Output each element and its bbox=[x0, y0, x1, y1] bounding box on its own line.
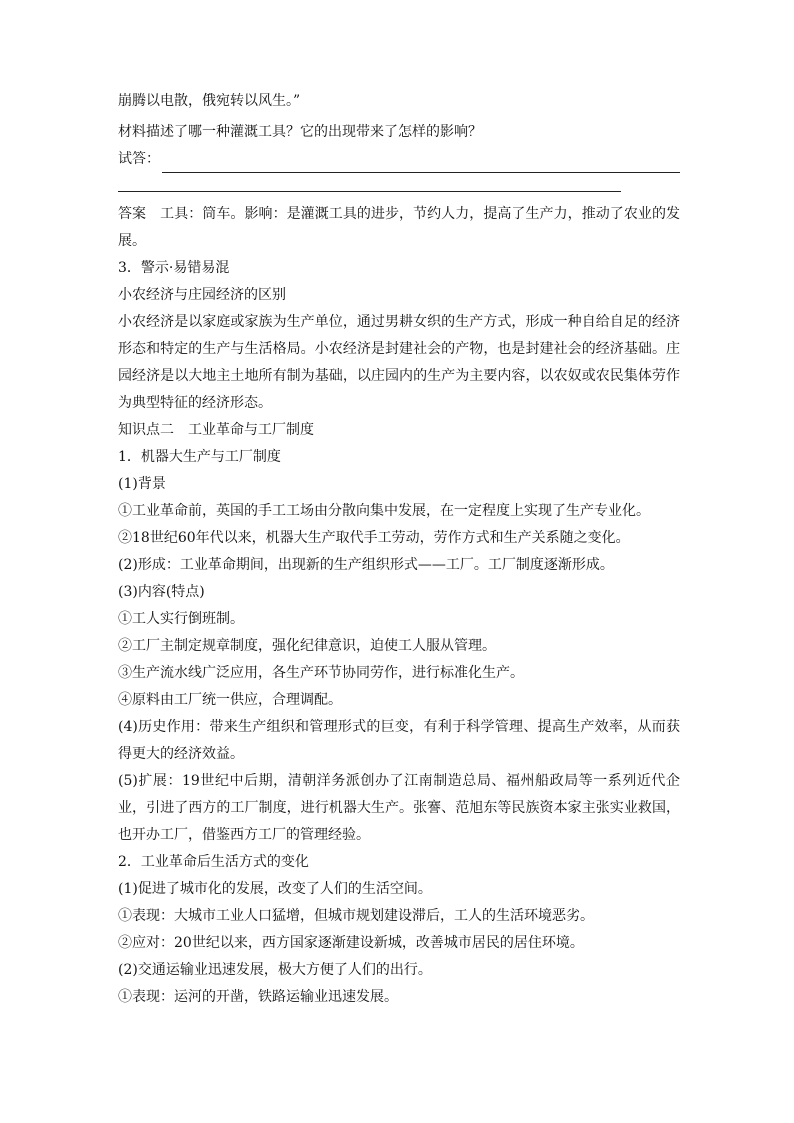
document-page bbox=[118, 88, 680, 1011]
section3-heading: 3．警示·易错易混 bbox=[118, 260, 230, 276]
section3-subheading: 小农经济与庄园经济的区别 bbox=[118, 287, 286, 303]
part2-heading: 2．工业革命后生活方式的变化 bbox=[118, 854, 309, 870]
formation-text: (2)形成：工业革命期间，出现新的生产组织形式——工厂。工厂制度逐渐形成。 bbox=[118, 557, 614, 573]
answer-input-row bbox=[118, 146, 680, 173]
section3-body: 小农经济是以家庭或家族为生产单位，通过男耕女织的生产方式，形成一种自给自足的经济形态和特定的生产与生活格局。小农经济是封建社会的产物，也是封建社会的经济基础。庄园经济是以大地主土地所有制为基础，以庄园内的生产为主要内容，以农奴或农民集体劳作为典型特征的经济形态。 bbox=[118, 314, 680, 411]
part2-item2-point-1: ①表现：运河的开凿，铁路运输业迅速发展。 bbox=[118, 989, 398, 1005]
quote-tail: 崩腾以电散，俄宛转以风生。” bbox=[118, 93, 301, 109]
part1-heading: 1．机器大生产与工厂制度 bbox=[118, 449, 281, 465]
content-item-3: ③生产流水线广泛应用，各生产环节协同劳作，进行标准化生产。 bbox=[118, 665, 524, 681]
answer-prompt: 试答： bbox=[118, 151, 160, 167]
background-item-1: ①工业革命前，英国的手工工场由分散向集中发展，在一定程度上实现了生产专业化。 bbox=[118, 503, 650, 519]
knowledge2-title: 知识点二 工业革命与工厂制度 bbox=[118, 422, 314, 438]
answer-blank-line-2[interactable] bbox=[118, 173, 621, 192]
part2-item1-point-2: ②应对：20世纪以来，西方国家逐渐建设新城，改善城市居民的居住环境。 bbox=[118, 935, 584, 951]
content-item-4: ④原料由工厂统一供应，合理调配。 bbox=[118, 692, 342, 708]
background-item-2: ②18世纪60年代以来，机器大生产取代手工劳动，劳作方式和生产关系随之变化。 bbox=[118, 530, 630, 546]
content-heading: (3)内容(特点) bbox=[118, 584, 205, 600]
answer-text: 答案 工具：筒车。影响：是灌溉工具的进步，节约人力，提高了生产力，推动了农业的发展。 bbox=[118, 206, 680, 249]
extension-text: (5)扩展：19世纪中后期，清朝洋务派创办了江南制造总局、福州船政局等一系列近代企业，引进了西方的工厂制度，进行机器大生产。张謇、范旭东等民族资本家主张实业救国，也开办工厂，借鉴西方工厂的管理经验。 bbox=[118, 773, 680, 843]
part2-item2-heading: (2)交通运输业迅速发展，极大方便了人们的出行。 bbox=[118, 962, 432, 978]
background-heading: (1)背景 bbox=[118, 476, 166, 492]
part2-item1-point-1: ①表现：大城市工业人口猛增，但城市规划建设滞后，工人的生活环境恶劣。 bbox=[118, 908, 594, 924]
content-item-2: ②工厂主制定规章制度，强化纪律意识，迫使工人服从管理。 bbox=[118, 638, 496, 654]
answer-blank-line-1[interactable] bbox=[162, 154, 680, 173]
historical-role-text: (4)历史作用：带来生产组织和管理形式的巨变，有利于科学管理、提高生产效率，从而获得更大的经济效益。 bbox=[118, 719, 680, 762]
content-item-1: ①工人实行倒班制。 bbox=[118, 611, 244, 627]
part2-item1-heading: (1)促进了城市化的发展，改变了人们的生活空间。 bbox=[118, 881, 432, 897]
question-text: 材料描述了哪一种灌溉工具？它的出现带来了怎样的影响？ bbox=[118, 124, 482, 140]
